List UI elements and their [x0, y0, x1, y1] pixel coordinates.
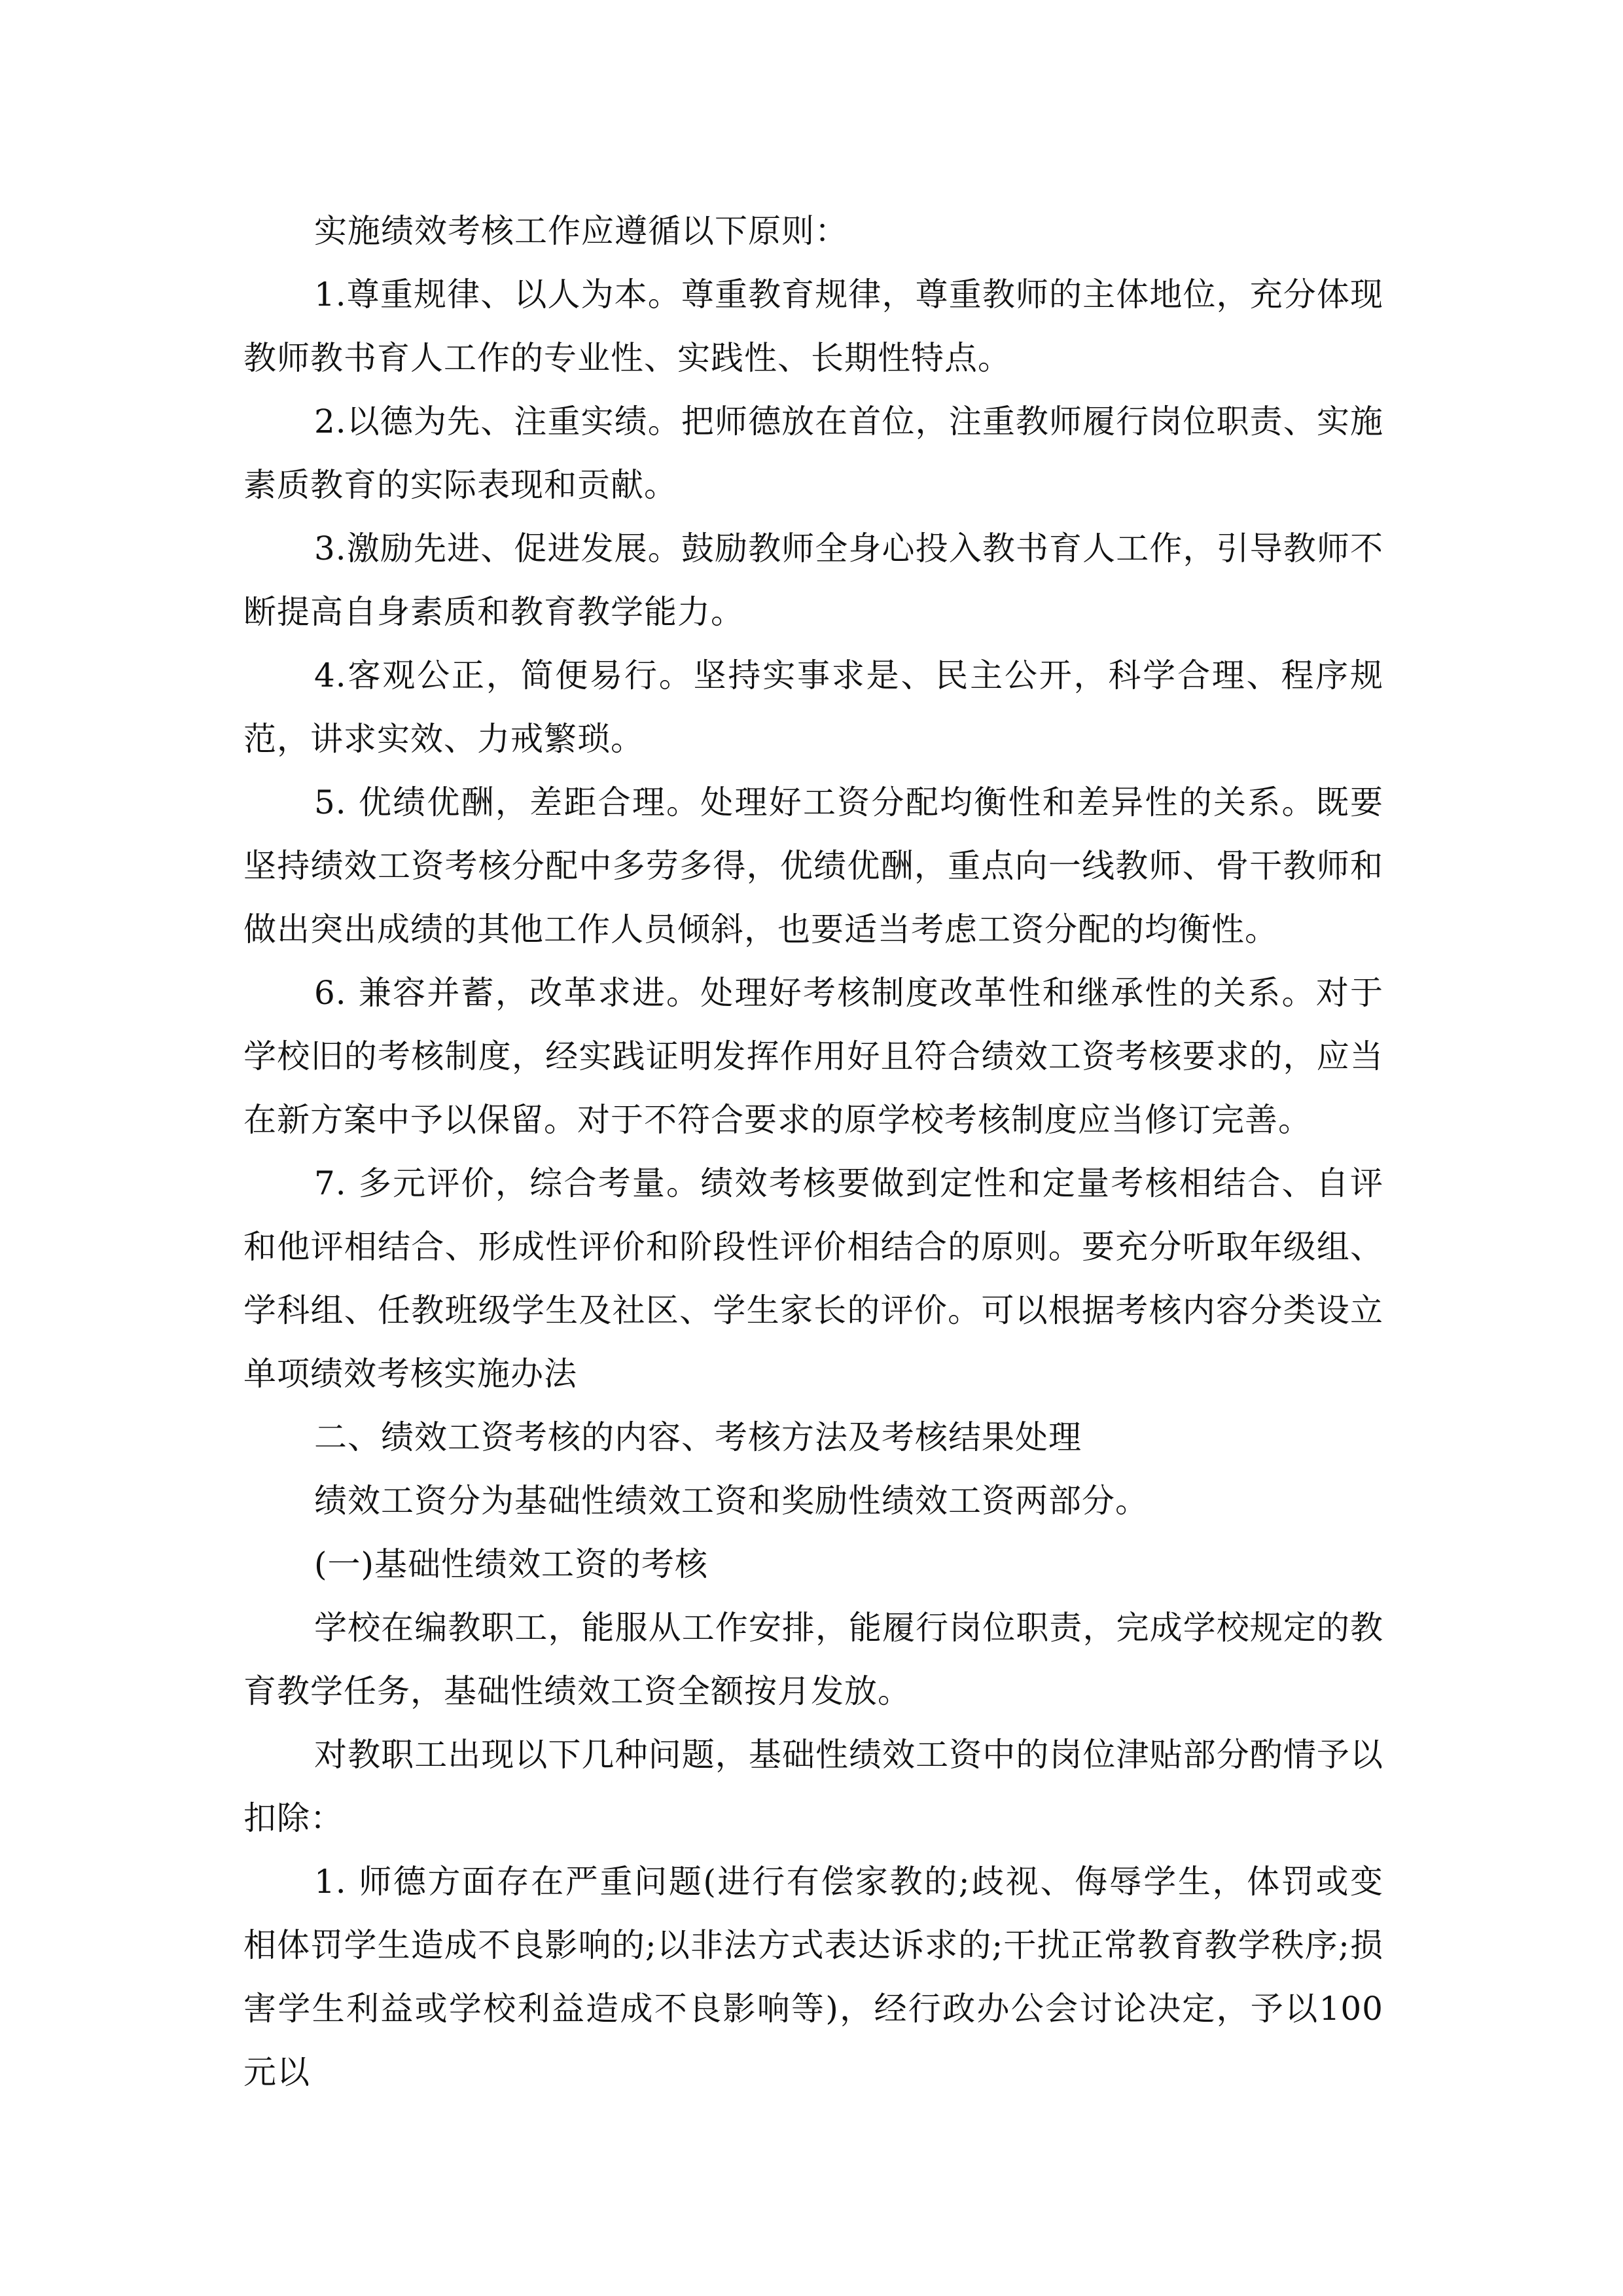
paragraph-principle-6: 6. 兼容并蓄，改革求进。处理好考核制度改革性和继承性的关系。对于学校旧的考核制度，经实践证明发挥作用好且符合绩效工资考核要求的，应当在新方案中予以保留。对于不符合要求的原学校考核制度应当修订完善。 — [243, 974, 1383, 1139]
paragraph-principle-4: 4.客观公正，简便易行。坚持实事求是、民主公开，科学合理、程序规范，讲求实效、力戒繁琐。 — [243, 656, 1383, 758]
paragraph-principle-5: 5. 优绩优酬，差距合理。处理好工资分配均衡性和差异性的关系。既要坚持绩效工资考核分配中多劳多得，优绩优酬，重点向一线教师、骨干教师和做出突出成绩的其他工作人员倾斜，也要适当考虑工资分配的均衡性。 — [243, 783, 1383, 948]
paragraph-salary-parts: 绩效工资分为基础性绩效工资和奖励性绩效工资两部分。 — [314, 1482, 1149, 1520]
paragraph-full-payment: 学校在编教职工，能服从工作安排，能履行岗位职责，完成学校规定的教育教学任务，基础性绩效工资全额按月发放。 — [243, 1609, 1383, 1710]
section-heading-2: 二、绩效工资考核的内容、考核方法及考核结果处理 — [314, 1418, 1082, 1456]
subsection-heading-1: (一)基础性绩效工资的考核 — [314, 1545, 709, 1583]
paragraph-principles-intro: 实施绩效考核工作应遵循以下原则： — [314, 212, 848, 250]
paragraph-principle-3: 3.激励先进、促进发展。鼓励教师全身心投入教书育人工作，引导教师不断提高自身素质和教育教学能力。 — [243, 529, 1383, 631]
paragraph-principle-2: 2.以德为先、注重实绩。把师德放在首位，注重教师履行岗位职责、实施素质教育的实际表现和贡献。 — [243, 403, 1383, 504]
paragraph-principle-1: 1.尊重规律、以人为本。尊重教育规律，尊重教师的主体地位，充分体现教师教书育人工作的专业性、实践性、长期性特点。 — [243, 276, 1383, 377]
paragraph-deduction-intro: 对教职工出现以下几种问题，基础性绩效工资中的岗位津贴部分酌情予以扣除： — [243, 1736, 1383, 1837]
paragraph-deduction-1: 1. 师德方面存在严重问题(进行有偿家教的;歧视、侮辱学生，体罚或变相体罚学生造成不良影响的;以非法方式表达诉求的;干扰正常教育教学秩序;损害学生利益或学校利益造成不良影响等)，经行政办公会讨论决定，予以100元以 — [243, 1863, 1383, 2091]
paragraph-principle-7: 7. 多元评价，综合考量。绩效考核要做到定性和定量考核相结合、自评和他评相结合、形成性评价和阶段性评价相结合的原则。要充分听取年级组、学科组、任教班级学生及社区、学生家长的评价。可以根据考核内容分类设立单项绩效考核实施办法 — [243, 1164, 1383, 1393]
document-body — [243, 200, 1383, 2104]
